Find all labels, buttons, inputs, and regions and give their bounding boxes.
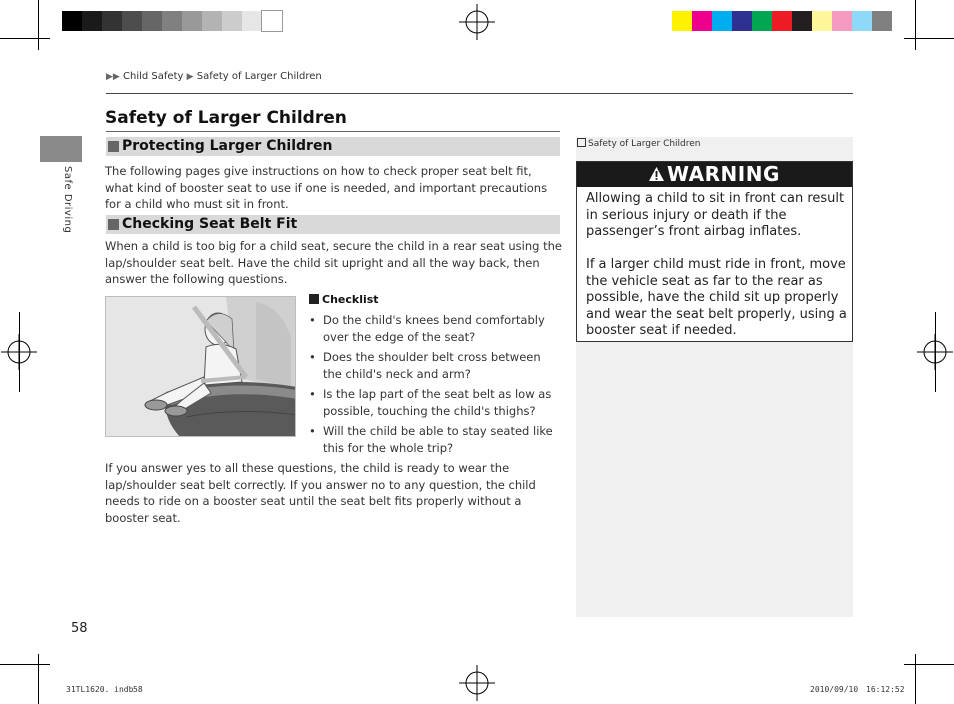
registration-mark-icon	[459, 4, 495, 40]
color-swatch	[772, 11, 792, 31]
protecting-body: The following pages give instructions on how to check proper seat belt fit, what kind of booster seat to use if one is needed, and important precautions for a child who must sit in front.	[105, 164, 548, 211]
square-bullet-icon	[108, 141, 119, 152]
color-swatch	[242, 11, 262, 31]
title-rule	[106, 131, 560, 132]
reference-icon	[577, 138, 586, 147]
checklist-heading: Checklist	[309, 293, 379, 306]
page-title: Safety of Larger Children	[105, 108, 347, 128]
crop-mark	[935, 312, 936, 392]
color-swatch	[162, 11, 182, 31]
square-bullet-icon	[309, 294, 319, 304]
square-bullet-icon	[108, 219, 119, 230]
crop-mark	[19, 312, 20, 392]
breadcrumb-item-current[interactable]: Safety of Larger Children	[196, 71, 322, 82]
breadcrumb	[106, 71, 322, 82]
warning-paragraph: Allowing a child to sit in front can result in serious injury or death if the passenger’s front airbag inflates.	[586, 191, 845, 239]
color-swatch	[62, 11, 82, 31]
bullet-icon: •	[309, 424, 316, 438]
crop-mark	[915, 654, 916, 704]
section-heading-protecting: Protecting Larger Children	[106, 137, 560, 156]
checklist-item: • Does the shoulder belt cross between the child's neck and arm?	[309, 350, 541, 381]
checklist-item: • Is the lap part of the seat belt as low as possible, touching the child's thighs?	[309, 387, 552, 418]
color-swatch	[692, 11, 712, 31]
bullet-icon: •	[309, 387, 316, 401]
bullet-icon: •	[309, 350, 316, 364]
registration-mark-icon	[459, 665, 495, 701]
bullet-icon: •	[309, 313, 316, 327]
footer-time: 16:12:52	[866, 685, 905, 694]
checking-conclusion: If you answer yes to all these questions, the child is ready to wear the lap/shoulder seat belt correctly. If you answer no to any question, the child needs to ride on a booster seat until the seat belt fits properly without a booster seat.	[105, 461, 536, 525]
warning-label: WARNING	[667, 162, 780, 186]
color-swatch	[262, 11, 282, 31]
page-number: 58	[71, 621, 88, 636]
color-swatch	[832, 11, 852, 31]
color-swatch	[202, 11, 222, 31]
color-swatch	[222, 11, 242, 31]
side-tab-marker	[40, 136, 82, 162]
crop-mark	[38, 654, 39, 704]
crop-mark	[38, 0, 39, 50]
breadcrumb-item-child-safety[interactable]: Child Safety	[123, 71, 184, 82]
color-swatch	[752, 11, 772, 31]
crop-mark	[904, 664, 954, 665]
color-swatch	[122, 11, 142, 31]
checklist-item: • Do the child's knees bend comfortably over the edge of the seat?	[309, 313, 545, 344]
checking-body: When a child is too big for a child seat, secure the child in a rear seat using the lap/shoulder seat belt. Have the child sit upright and all the way back, then answer the following questions.	[105, 239, 562, 286]
checklist-item: • Will the child be able to stay seated like this for the whole trip?	[309, 424, 553, 455]
footer-file: 31TL1620. indb	[66, 685, 134, 694]
footer-date: 2010/09/10	[810, 685, 859, 694]
color-swatch	[142, 11, 162, 31]
header-rule	[106, 93, 853, 94]
color-swatch	[102, 11, 122, 31]
section-heading-checking: Checking Seat Belt Fit	[106, 215, 560, 234]
color-swatch	[712, 11, 732, 31]
child-seat-belt-illustration	[105, 296, 296, 437]
color-swatch	[852, 11, 872, 31]
warning-paragraph: If a larger child must ride in front, move the vehicle seat as far to the rear as possible, have the child sit up properly and wear the seat belt properly, using a booster seat if needed.	[586, 257, 847, 338]
color-swatch	[82, 11, 102, 31]
crop-mark	[904, 38, 954, 39]
color-swatch	[672, 11, 692, 31]
sidebar-heading: Safety of Larger Children	[577, 138, 701, 149]
crop-mark	[0, 38, 50, 39]
color-swatch	[872, 11, 892, 31]
warning-triangle-icon	[648, 166, 665, 182]
warning-banner	[577, 162, 852, 187]
triangle-right-icon: ▶	[186, 72, 194, 82]
crop-mark	[0, 664, 50, 665]
color-swatch	[182, 11, 202, 31]
footer-page: 58	[133, 685, 143, 694]
triangle-right-icon: ▶▶	[106, 72, 120, 82]
color-swatch	[732, 11, 752, 31]
warning-box	[576, 161, 853, 342]
crop-mark	[915, 0, 916, 50]
side-tab-label: Safe Driving	[62, 166, 73, 234]
color-swatch	[812, 11, 832, 31]
color-swatch	[792, 11, 812, 31]
